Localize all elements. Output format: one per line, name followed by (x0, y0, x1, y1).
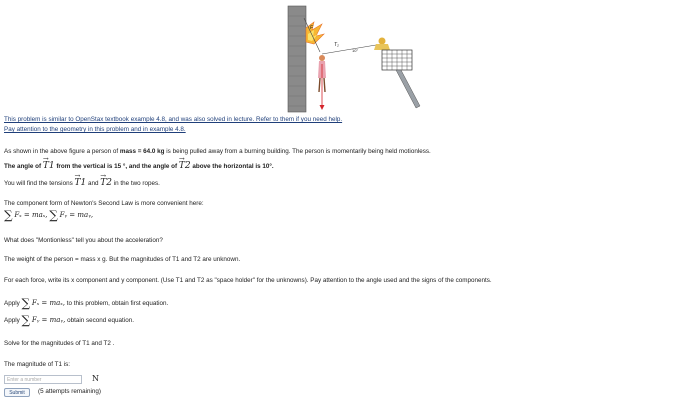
newton-equations: ∑ Fₓ = maₓ, ∑ Fᵧ = maᵧ, (4, 208, 94, 222)
angle-label: 10° (352, 48, 359, 53)
problem-description: As shown in the above figure a person of mass = 64.0 kg is being pulled away from a burning building. The person is momentarily being held motionless. (4, 148, 431, 155)
f-label: F (310, 25, 314, 31)
angle-statement: The angle of → T1 from the vertical is 15 °, and the angle of → T2 above the horizontal is 10°. (4, 162, 274, 171)
components-text: For each force, write its x component and y component. (Use T1 and T2 as "space holder" for the unknowns). Pay attention to the angle used and the signs of the components. (4, 277, 492, 284)
solve-text: Solve for the magnitudes of T1 and T2 . (4, 340, 115, 347)
apply-first-equation: Apply ∑ Fₓ = maₓ, to this problem, obtain first equation. (4, 296, 169, 310)
submit-button[interactable]: Submit (4, 388, 30, 397)
problem-figure (284, 4, 430, 116)
t2-label: T₂ (334, 42, 339, 48)
answer-input[interactable]: Enter a number (4, 375, 82, 384)
question-motionless: What does "Montionless" tell you about the acceleration? (4, 237, 163, 244)
unit-label: N (92, 374, 99, 383)
find-statement: You will find the tensions → T1 and → T2 in the two ropes. (4, 179, 160, 188)
magnitude-question: The magnitude of T1 is: (4, 361, 71, 368)
apply-second-equation: Apply ∑ Fᵧ = maᵧ, obtain second equation. (4, 313, 134, 327)
attempts-remaining: (5 attempts remaining) (38, 388, 101, 395)
intro-link-2[interactable]: Pay attention to the geometry in this problem and in example 4.8. (4, 126, 186, 133)
rope-t2 (322, 45, 376, 54)
mass-value: mass = 64.0 kg (119, 148, 165, 155)
weight-text: The weight of the person = mass x g. But the magnitudes of T1 and T2 are unknown. (4, 256, 241, 263)
rescuer-figure (374, 38, 390, 51)
intro-link-1[interactable]: This problem is similar to OpenStax textbook example 4.8, and was also solved in lecture. Refer to them if you need help. (4, 116, 343, 123)
newton-intro: The component form of Newton's Second Law is more convenient here: (4, 200, 204, 207)
